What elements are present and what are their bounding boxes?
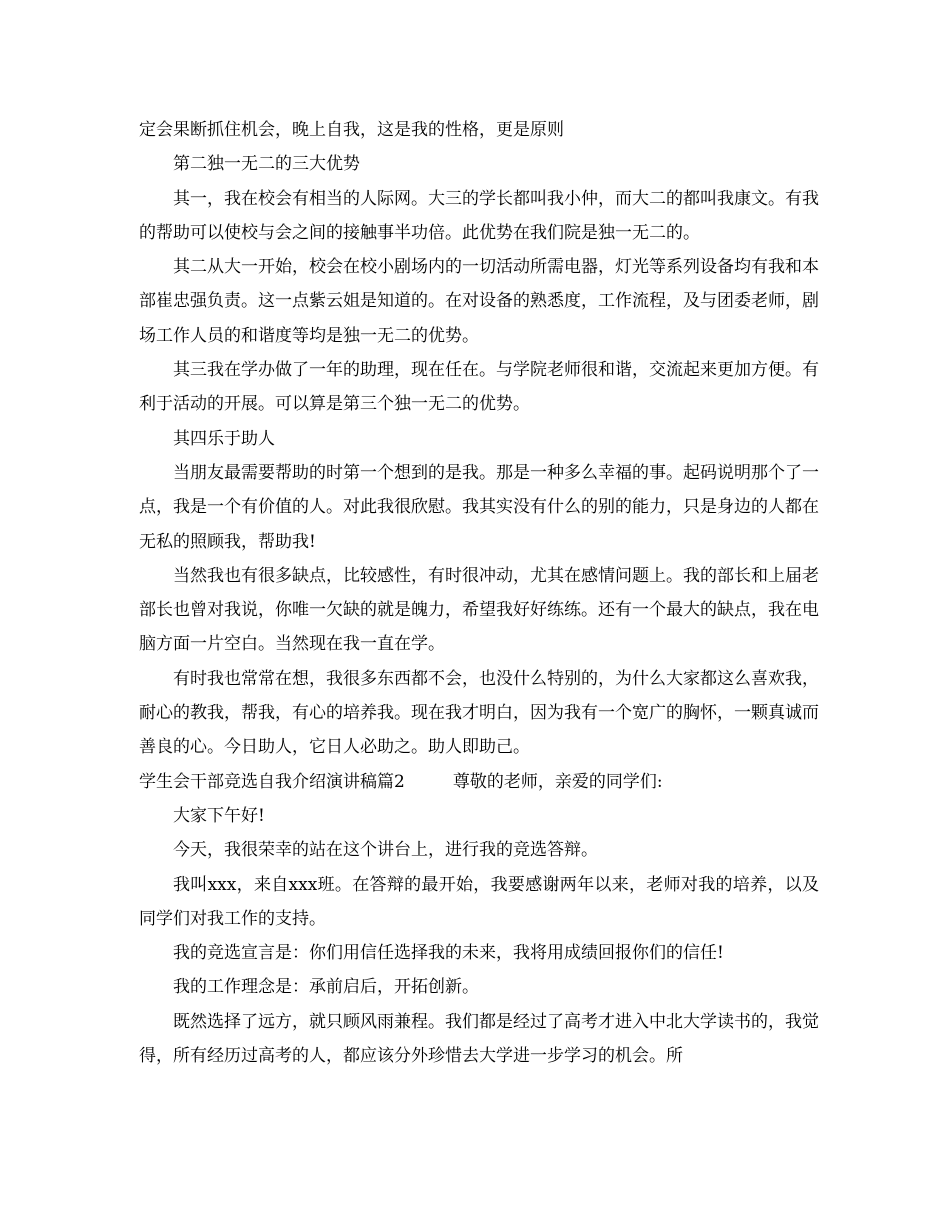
paragraph: 我叫xxx，来自xxx班。在答辩的最开始，我要感谢两年以来，老师对我的培养，以及同学们对我工作的支持。 [139, 874, 819, 929]
paragraph: 我的工作理念是：承前启后，开拓创新。 [173, 977, 479, 998]
section-title: 学生会干部竞选自我介绍演讲稿篇2 [139, 771, 405, 792]
paragraph: 其二从大一开始，校会在校小剧场内的一切活动所需电器，灯光等系列设备均有我和本部崔忠强负责。这一点紫云姐是知道的。在对设备的熟悉度，工作流程，及与团委老师，剧场工作人员的和谐度等均是独一无二的优势。 [139, 257, 819, 346]
paragraph: 我的竞选宣言是：你们用信任选择我的未来，我将用成绩回报你们的信任! [173, 943, 724, 964]
section-heading-line [139, 765, 819, 799]
paragraph: 当朋友最需要帮助的时第一个想到的是我。那是一种多么幸福的事。起码说明那个了一点，我是一个有价值的人。对此我很欣慰。我其实没有什么的别的能力，只是身边的人都在无私的照顾我，帮助我! [139, 462, 819, 552]
paragraph: 其三我在学办做了一年的助理，现在任在。与学院老师很和谐，交流起来更加方便。有利于活动的开展。可以算是第三个独一无二的优势。 [139, 360, 819, 415]
paragraph: 其四乐于助人 [173, 428, 275, 449]
greeting: 尊敬的老师，亲爱的同学们: [452, 771, 663, 792]
paragraph: 大家下午好! [173, 805, 265, 826]
document-body [139, 113, 819, 1073]
paragraph: 既然选择了远方，就只顾风雨兼程。我们都是经过了高考才进入中北大学读书的，我觉得，所有经历过高考的人，都应该分外珍惜去大学进一步学习的机会。所 [139, 1011, 819, 1067]
paragraph: 有时我也常常在想，我很多东西都不会，也没什么特别的，为什么大家都这么喜欢我，耐心的教我，帮我，有心的培养我。现在我才明白，因为我有一个宽广的胸怀，一颗真诚而善良的心。今日助人，它日人必助之。助人即助己。 [139, 668, 819, 758]
paragraph: 当然我也有很多缺点，比较感性，有时很冲动，尤其在感情问题上。我的部长和上届老部长也曾对我说，你唯一欠缺的就是魄力，希望我好好练练。还有一个最大的缺点，我在电脑方面一片空白。当然现在我一直在学。 [139, 565, 819, 655]
paragraph: 第二独一无二的三大优势 [173, 154, 360, 175]
paragraph: 定会果断抓住机会，晚上自我，这是我的性格，更是原则 [139, 120, 564, 140]
paragraph: 其一，我在校会有相当的人际网。大三的学长都叫我小仲，而大二的都叫我康文。有我的帮助可以使校与会之间的接触事半功倍。此优势在我们院是独一无二的。 [139, 188, 819, 243]
paragraph: 今天，我很荣幸的站在这个讲台上，进行我的竞选答辩。 [173, 840, 598, 861]
